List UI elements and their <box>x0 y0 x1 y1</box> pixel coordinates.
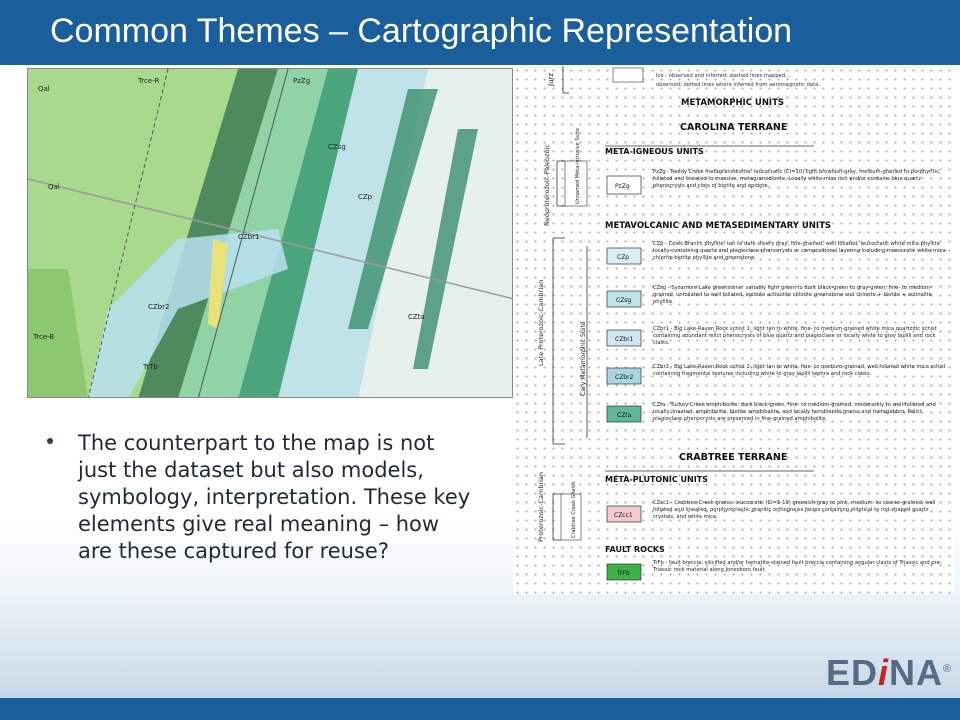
legend-heading-carolina: CAROLINA TERRANE <box>680 122 788 133</box>
legend-swatch-label-czta: CZta <box>617 412 632 419</box>
map-label: CZp <box>358 193 373 201</box>
logo-text-right: NA <box>889 652 944 693</box>
legend-heading-metavolcanic: METAVOLCANIC AND METASEDIMENTARY UNITS <box>605 221 831 231</box>
legend-desc-czbr2: CZbr2 - Big Lake-Raven Rock schist 2: light tan to white, fine- to medium-grained, well foliated white mica schist containing fragmental textures including white to gray lapilli tephra and rock clasts. <box>653 364 946 377</box>
legend-desc-pzzg: PzZg - Reedy Creek metagranodiorite: leucocratic (CI=10) light brownish-gray, medium-grained to porphyritic, foliated and lineated to massive, metagranodiorite. Locally white mica rich and/or contains blue quartz phenocrysts and clots of biotite and epidote. <box>653 169 941 189</box>
map-label: Qal <box>38 85 50 93</box>
legend-desc-czbr1: CZbr1 - Big Lake-Raven Rock schist 1: light tan to white, fine- to medium-grained white mica quartzitic schist containing abundant relict phenocrysts of blue quartz and plagioclase or locally white to gray lapilli and rock clasts. <box>653 326 937 346</box>
legend-heading-meta-plutonic: META-PLUTONIC UNITS <box>605 475 708 484</box>
logo-text-left: ED <box>826 652 879 693</box>
map-label: Trce-B <box>33 333 55 341</box>
legend-desc-trfb: TrFb - fault breccia: silicified and/or hematite-stained fault breccia containing angular clasts of Triassic and pre-Triassic rock material along Jonesboro fault. <box>653 560 942 573</box>
legend-swatch-label-czp: CZp <box>617 254 630 261</box>
map-label: TrTb <box>143 363 158 371</box>
geologic-map-image <box>27 68 513 398</box>
bullet-marker <box>47 438 53 444</box>
legend-swatch-label-trfb: TrFb <box>617 570 630 577</box>
legend-heading-meta-igneous: META-IGNEOUS UNITS <box>605 147 704 156</box>
legend-note-1: observed; dotted lines where inferred from aeromagnetic data. <box>656 82 820 88</box>
map-label: CZbr2 <box>148 303 170 311</box>
map-legend-image <box>513 66 954 594</box>
map-label: PzZg <box>293 77 311 85</box>
slide-title: Common Themes – Cartographic Representation <box>50 12 793 50</box>
map-label: CZbr1 <box>238 233 260 241</box>
logo-registered-mark: ® <box>943 663 953 675</box>
map-label: CZta <box>408 313 425 321</box>
legend-age-proterozoic-cambrian: Proterozoic-Cambrian <box>537 471 545 542</box>
legend-heading-fault-rocks: FAULT ROCKS <box>605 545 665 554</box>
legend-desc-czcc1: CZcc1 - Crabtree Creek gneiss: leucocratic (CI=5-10) greenish-gray to pink, medium- to coarse-grained, well foliated and lineated, porphyroclastic granitic orthogneiss facies containing elliptical to rod-shaped quartz crystals, and white mica. <box>653 500 936 520</box>
edina-logo <box>826 652 952 694</box>
legend-note-0: Ice - observed and inferred; dashed lines mapped... <box>656 73 791 79</box>
legend-desc-czp: CZp - Coles Branch phyllite: tan to dark silvery gray, fine-grained, well foliated, leucocratic white mica phyllite locally containing quartz and plagioclase phenocrysts or compositional layering including mesocratic white mica-chlorite-biotite phyllite and greenstone. <box>653 241 948 261</box>
legend-swatch-label-czbr1: CZbr1 <box>615 336 634 343</box>
legend-swatch-label-czsg: CZsg <box>616 297 632 304</box>
map-label: CZsg <box>328 143 346 151</box>
legend-heading-crabtree: CRABTREE TERRANE <box>679 452 788 463</box>
legend-swatch-label-czcc1: CZcc1 <box>614 512 633 519</box>
legend-age-jurassic: Jurz <box>547 72 555 86</box>
legend-suite-cary: Cary Metamorphic Suite <box>580 321 587 396</box>
legend-suite-unnamed: Unnamed Meta-intrusive Suite <box>575 127 581 204</box>
bullet-text: The counterpart to the map is not just the dataset but also models, symbology, interpretation. These key elements give real meaning – how are these captured for reuse? <box>78 431 471 563</box>
geologic-map-svg <box>28 69 513 398</box>
legend-suite-crabtree: Crabtree Creek Gneiss <box>571 481 577 538</box>
legend-swatch-label-czbr2: CZbr2 <box>615 374 634 381</box>
footer-bar <box>0 698 960 720</box>
legend-desc-czsg: CZsg - Sycamore Lake greenstone: variably light green to dark black-green to gray-green, fine- to medium-grained, unfoliated to well foliated, epidote actinolite chlorite greenstone and chlorite + biotite + actinolite phyllite. <box>653 285 932 305</box>
legend-heading-metamorphic: METAMORPHIC UNITS <box>681 98 785 108</box>
logo-text-i: i <box>878 652 890 693</box>
legend-age-late-proterozoic: Late Proterozoic-Cambrian <box>537 279 545 366</box>
legend-svg <box>513 66 954 594</box>
map-label: Trce-R <box>138 77 160 85</box>
title-bar <box>0 0 960 65</box>
map-label: Qal <box>48 183 60 191</box>
legend-desc-czta: CZta - Tuckey Creek amphibolite: dark black-green, fine- to medium-grained, moderately to well-foliated and locally lineated, amphibolite, biotite amphibolite, and locally hornblende gneiss and metagabbro. Relict plagioclase phenocrysts are preserved in fine-grained amphibolite. <box>653 402 936 422</box>
legend-age-neoproterozoic: Neoproterozoic-Paleozoic <box>543 144 551 226</box>
legend-swatch-label-pzzg: PzZg <box>615 183 630 190</box>
